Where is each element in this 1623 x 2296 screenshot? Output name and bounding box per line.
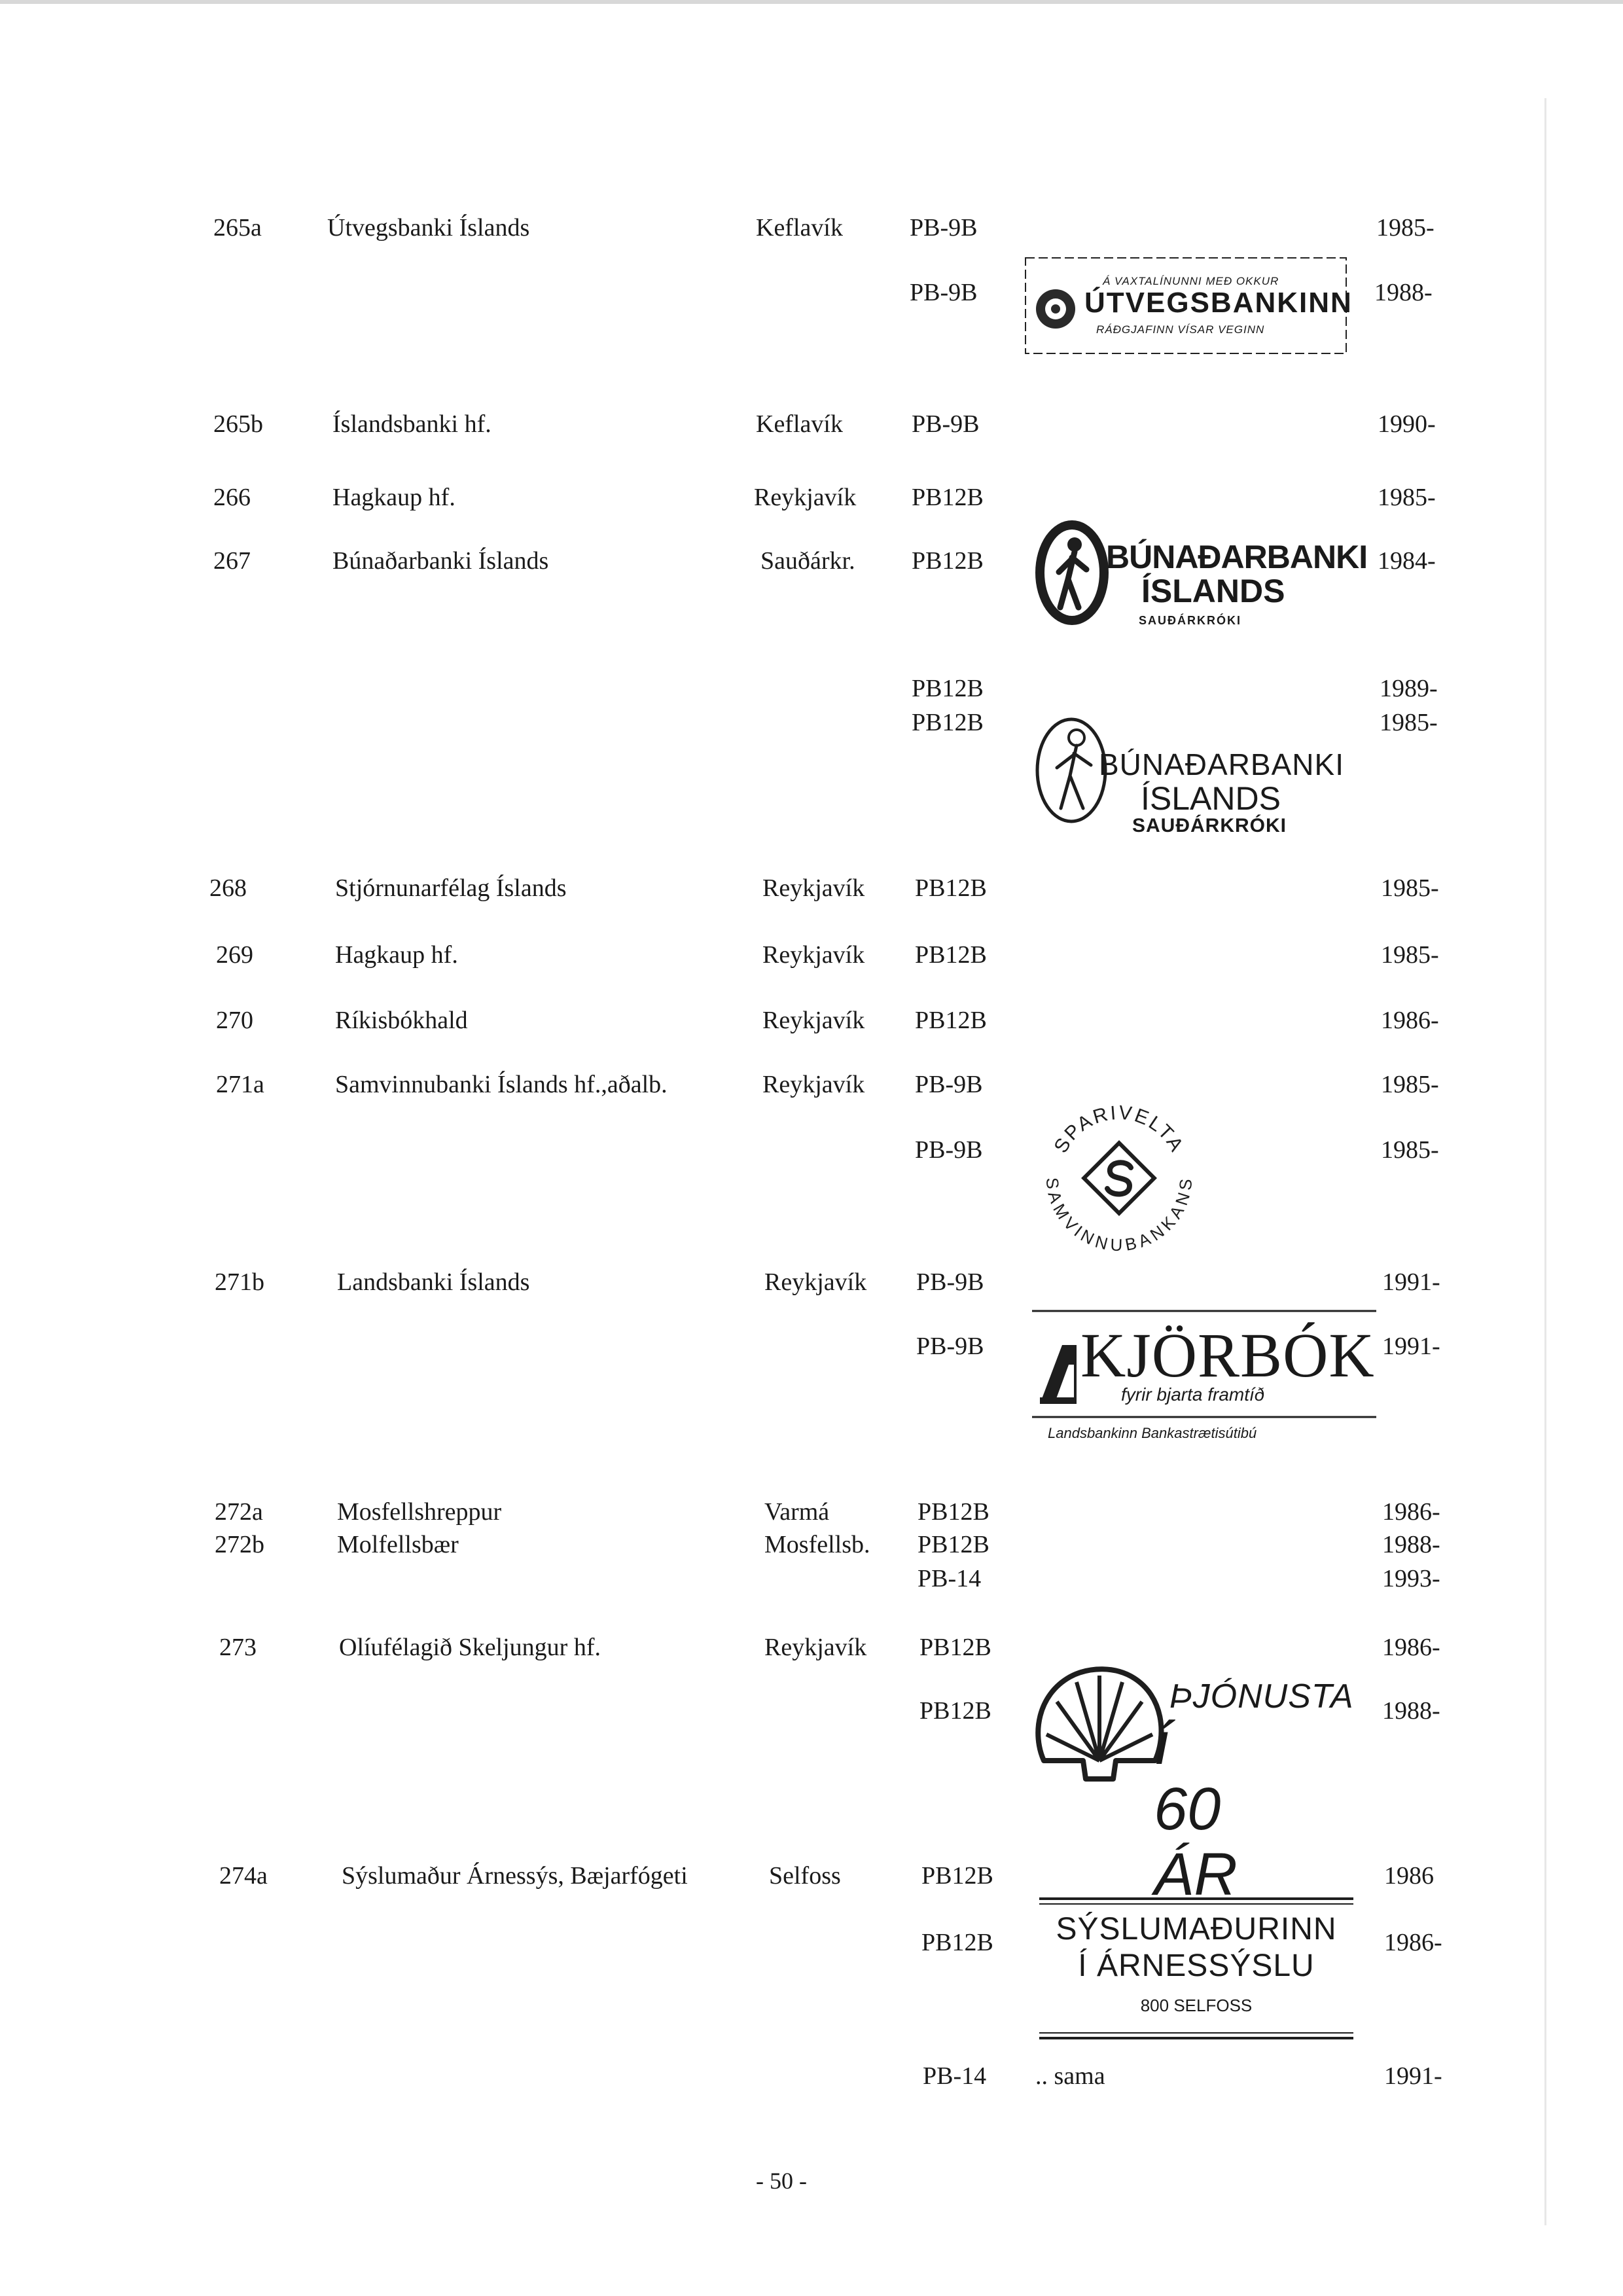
entry-year: 1986-	[1382, 1634, 1440, 1661]
kjorbok-sub: Landsbankinn Bankastrætisútibú	[1048, 1425, 1257, 1441]
entry-year: 1988-	[1382, 1531, 1440, 1558]
page-number: - 50 -	[756, 2168, 807, 2194]
entry-type: PB12B	[919, 1697, 991, 1725]
entry-place: Mosfellsb.	[764, 1531, 870, 1558]
syslu-line2: Í ÁRNESSÝSLU	[1078, 1948, 1315, 1983]
syslu-line1: SÝSLUMAÐURINN	[1056, 1912, 1337, 1946]
entry-name: Molfellsbær	[337, 1531, 459, 1558]
entry-place: Reykjavík	[762, 874, 865, 902]
entry-place: Reykjavík	[762, 941, 865, 969]
entry-year: 1986	[1384, 1862, 1434, 1890]
entry-type: PB-14	[918, 1565, 982, 1592]
entry-type: PB12B	[912, 484, 984, 511]
entry-place: Keflavík	[756, 214, 843, 242]
entry-number: 272b	[215, 1531, 264, 1558]
entry-type: PB-9B	[916, 1268, 984, 1296]
entry-name: Landsbanki Íslands	[337, 1268, 530, 1296]
entry-number: 271b	[215, 1268, 264, 1296]
entry-type: PB12B	[918, 1531, 990, 1558]
kjorbok-tagline: fyrir bjarta framtíð	[1121, 1384, 1265, 1405]
shell-stamp	[1031, 1662, 1354, 1908]
shell-line1: ÞJÓNUSTA	[1169, 1677, 1354, 1715]
entry-number: 273	[219, 1634, 257, 1661]
entry-type: PB12B	[915, 941, 987, 969]
bunadar1-line1: BÚNAÐARBANKI	[1106, 539, 1368, 575]
kjorbok-stamp	[1031, 1299, 1378, 1443]
entry-type: PB12B	[912, 709, 984, 736]
entry-name: Hagkaup hf.	[335, 941, 458, 969]
entry-year: 1985-	[1381, 1071, 1439, 1098]
entry-year: 1991-	[1382, 1268, 1440, 1296]
utvegs-main-text: ÚTVEGSBANKINN	[1084, 287, 1353, 319]
entry-type: PB12B	[915, 874, 987, 902]
entry-year: 1988-	[1382, 1697, 1440, 1725]
entry-type: PB12B	[919, 1634, 991, 1661]
entry-name: Útvegsbanki Íslands	[327, 214, 530, 242]
entry-year: 1988-	[1374, 279, 1433, 306]
entry-place: Reykjavík	[762, 1007, 865, 1034]
bunadarbanki-stamp-2	[1031, 704, 1344, 836]
entry-place: Sauðárkr.	[760, 547, 855, 575]
entry-year: 1985-	[1381, 874, 1439, 902]
sparivelta-top-text: SPARIVELTA	[1050, 1102, 1188, 1157]
entry-number: 274a	[219, 1862, 268, 1890]
utvegs-top-text: Á VAXTALÍNUNNI MEÐ OKKUR	[1103, 275, 1279, 287]
entry-number: 268	[209, 874, 247, 902]
entry-number: 265b	[213, 410, 263, 438]
entry-name: Samvinnubanki Íslands hf.,aðalb.	[335, 1071, 668, 1098]
entry-name: Sýslumaður Árnessýs, Bæjarfógeti	[342, 1862, 688, 1890]
kjorbok-main-text: KJÖRBÓK	[1080, 1320, 1375, 1390]
entry-number: 266	[213, 484, 251, 511]
entry-number: 267	[213, 547, 251, 575]
entry-place: Reykjavík	[754, 484, 857, 511]
entry-type: PB-9B	[915, 1136, 983, 1164]
bunadar1-line2: ÍSLANDS	[1141, 573, 1285, 609]
entry-year: 1986-	[1381, 1007, 1439, 1034]
entry-name: Hagkaup hf.	[332, 484, 455, 511]
entry-year: 1985-	[1380, 709, 1438, 736]
sparivelta-stamp	[1041, 1100, 1198, 1257]
entry-type: PB12B	[912, 675, 984, 702]
entry-type: PB-9B	[915, 1071, 983, 1098]
entry-name: Stjórnunarfélag Íslands	[335, 874, 567, 902]
entry-number: 271a	[216, 1071, 264, 1098]
entry-year: 1985-	[1378, 484, 1436, 511]
entry-type: PB-9B	[916, 1333, 984, 1360]
entry-name: Íslandsbanki hf.	[332, 410, 491, 438]
syslu-line3: 800 SELFOSS	[1140, 1996, 1253, 2015]
entry-place: Varmá	[764, 1498, 830, 1526]
landsbanki-emblem-icon	[1040, 1345, 1077, 1404]
entry-type: PB12B	[915, 1007, 987, 1034]
entry-year: 1984-	[1378, 547, 1436, 575]
entry-number: 270	[216, 1007, 253, 1034]
svg-text:SPARIVELTA	[1050, 1102, 1188, 1157]
bunadar2-line1: BÚNAÐARBANKI	[1099, 747, 1344, 781]
shell-emblem-icon	[1031, 1662, 1168, 1787]
entry-number: 269	[216, 941, 253, 969]
entry-year: 1989-	[1380, 675, 1438, 702]
entry-number: 272a	[215, 1498, 263, 1526]
entry-number: 265a	[213, 214, 262, 242]
entry-type: PB12B	[912, 547, 984, 575]
entry-name: Ríkisbókhald	[335, 1007, 468, 1034]
scan-top-edge	[0, 0, 1623, 4]
entry-note: .. sama	[1035, 2062, 1105, 2090]
entry-type: PB-9B	[912, 410, 980, 438]
entry-place: Reykjavík	[764, 1268, 867, 1296]
entry-type: PB-9B	[910, 279, 978, 306]
entry-place: Reykjavík	[764, 1634, 867, 1661]
bunadar1-line3: SAUÐÁRKRÓKI	[1139, 614, 1241, 627]
bunadarbanki-stamp-1	[1029, 511, 1368, 635]
entry-type: PB-14	[923, 2062, 987, 2090]
utvegsbankinn-stamp	[1024, 257, 1353, 355]
entry-name: Olíufélagið Skeljungur hf.	[339, 1634, 601, 1661]
scan-right-edge	[1544, 98, 1546, 2225]
entry-year: 1985-	[1376, 214, 1435, 242]
syslumadur-stamp	[1039, 1897, 1353, 2041]
entry-place: Keflavík	[756, 410, 843, 438]
entry-name: Búnaðarbanki Íslands	[332, 547, 549, 575]
bunadar2-line3: SAUÐÁRKRÓKI	[1132, 815, 1287, 836]
sparivelta-bottom-text: SAMVINNUBANKANS	[1042, 1176, 1196, 1255]
shell-line2: í 60 ÁR	[1154, 1710, 1238, 1908]
entry-type: PB-9B	[910, 214, 978, 242]
entry-type: PB12B	[921, 1862, 993, 1890]
entry-place: Selfoss	[769, 1862, 841, 1890]
entry-year: 1990-	[1378, 410, 1436, 438]
entry-year: 1991-	[1382, 1333, 1440, 1360]
samvinnu-s-diamond-icon	[1084, 1143, 1154, 1213]
entry-year: 1993-	[1382, 1565, 1440, 1592]
utvegs-bottom-text: RÁÐGJAFINN VÍSAR VEGINN	[1096, 323, 1265, 336]
entry-place: Reykjavík	[762, 1071, 865, 1098]
entry-year: 1986-	[1382, 1498, 1440, 1526]
entry-year: 1991-	[1384, 2062, 1442, 2090]
entry-type: PB12B	[921, 1929, 993, 1956]
entry-name: Mosfellshreppur	[337, 1498, 502, 1526]
entry-year: 1986-	[1384, 1929, 1442, 1956]
entry-year: 1985-	[1381, 941, 1439, 969]
bunadar2-line2: ÍSLANDS	[1141, 780, 1281, 817]
entry-year: 1985-	[1381, 1136, 1439, 1164]
entry-type: PB12B	[918, 1498, 990, 1526]
